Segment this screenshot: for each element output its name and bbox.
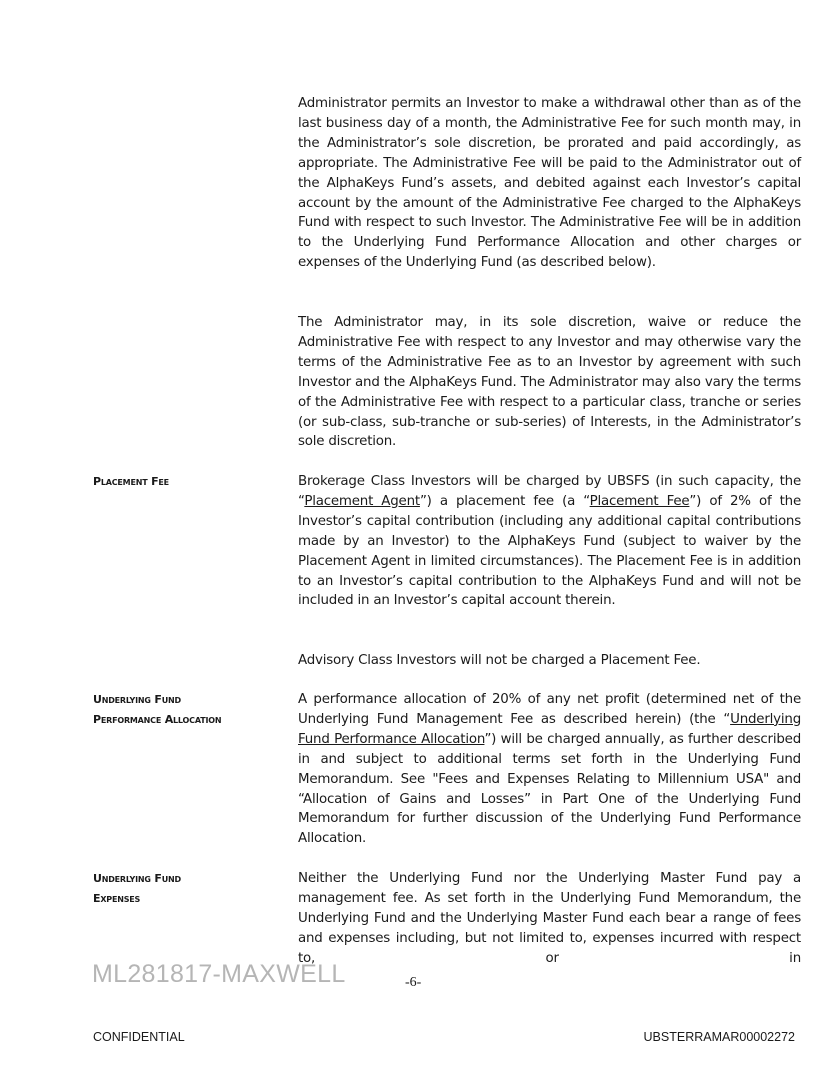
label-line: Expenses — [93, 891, 141, 905]
page-number: -6- — [405, 975, 422, 990]
advisory-class-paragraph: Advisory Class Investors will not be charged a Placement Fee. — [298, 653, 701, 668]
watermark: ML281817-MAXWELL — [92, 960, 346, 988]
text: ”) will be charged annually, as further described in and subject to additional terms set forth in the Underlying Fund Memorandum. See "Fees and Expenses Relating to Millennium USA" and “Allocation of Gains and Losses” in Part One of the Underlying Fund Memorandum for further discussion of the Underlying Fund Performance Allocation. — [298, 731, 801, 847]
confidential-label: CONFIDENTIAL — [93, 1030, 185, 1044]
label-line: Performance Allocation — [93, 712, 222, 726]
defined-term: Placement Fee — [589, 493, 690, 509]
defined-term: Placement Agent — [304, 493, 420, 509]
label-line: Underlying Fund — [93, 872, 181, 885]
expenses-paragraph: Neither the Underlying Fund nor the Underlying Master Fund pay a management fee. As set forth in the Underlying Fund Memorandum, the Underlying Fund and the Underlying Master Fund each bear a range of fees and expenses including, but not limited to, expenses incurred with respect to, or in — [298, 871, 801, 966]
admin-fee-paragraph-1: Administrator permits an Investor to make a withdrawal other than as of the last business day of a month, the Administrative Fee for such month may, in the Administrator’s sole discretion, be prorated and paid accordingly, as appropriate. The Administrative Fee will be paid to the Administrator out of the AlphaKeys Fund’s assets, and debited against each Investor’s capital account by the amount of the Administrative Fee charged to the AlphaKeys Fund with respect to such Investor. The Administrative Fee will be in addition to the Underlying Fund Performance Allocation and other charges or expenses of the Underlying Fund (as described below). — [298, 96, 801, 271]
text: Brokerage Class Investors will be charged by UBSFS (in such capacity, the “ — [298, 474, 801, 509]
section-label-placement-fee: Placement Fee — [93, 475, 169, 488]
text: ”) of 2% of the Investor’s capital contribution (including any additional capital contributions made by an Investor) to the AlphaKeys Fund (subject to waiver by the Placement Agent in limited circumstances). The Placement Fee is in addition to an Investor’s capital contribution to the AlphaKeys Fund and will not be included in an Investor’s capital account therein. — [298, 493, 801, 609]
admin-fee-paragraph-2: The Administrator may, in its sole discretion, waive or reduce the Administrative Fee with respect to any Investor and may otherwise vary the terms of the Administrative Fee as to an Investor by agreement with such Investor and the AlphaKeys Fund. The Administrator may also vary the terms of the Administrative Fee with respect to a particular class, tranche or series (or sub-class, sub-tranche or sub-series) of Interests, in the Administrator’s sole discretion. — [298, 315, 801, 450]
defined-term: Underlying Fund Performance Allocation — [298, 711, 801, 747]
placement-fee-paragraph — [298, 472, 801, 611]
bates-number: UBSTERRAMAR00002272 — [643, 1030, 795, 1044]
section-label-expenses — [93, 869, 181, 909]
performance-allocation-paragraph — [298, 690, 801, 849]
section-label-performance-allocation — [93, 690, 221, 730]
text: ”) a placement fee (a “ — [419, 493, 590, 509]
text: A performance allocation of 20% of any net profit (determined net of the Underlying Fund Management Fee as described herein) (the “ — [298, 692, 801, 727]
label-line: Underlying Fund — [93, 693, 181, 706]
